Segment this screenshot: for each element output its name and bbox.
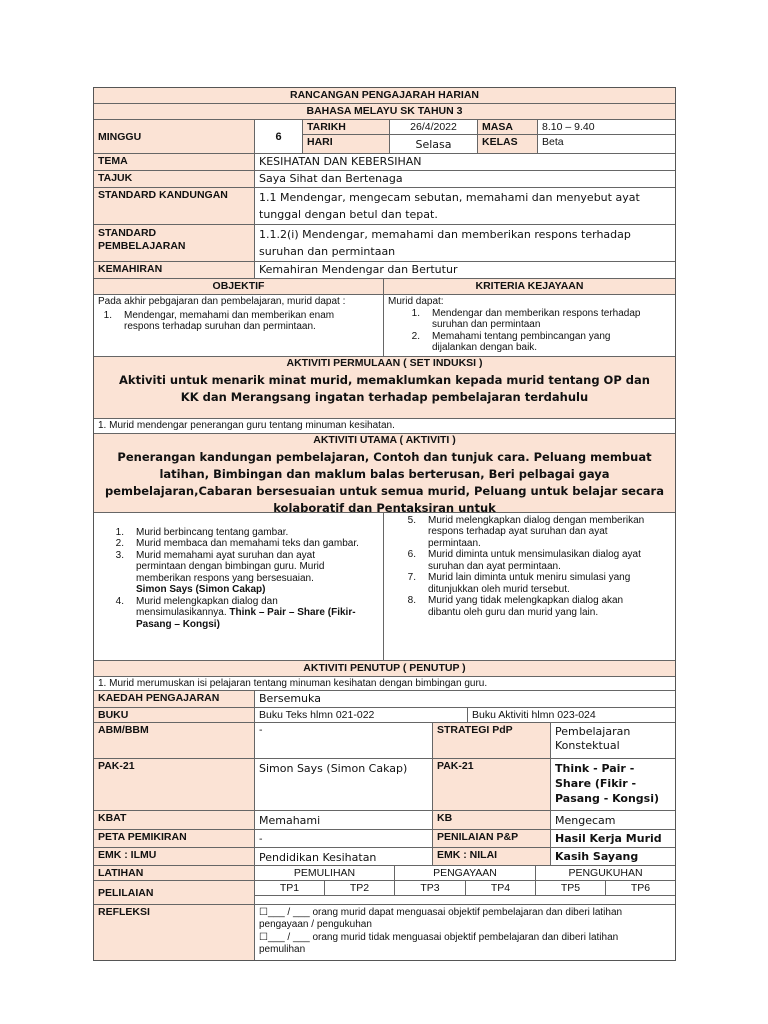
- kaedah-value: Bersemuka: [259, 692, 321, 705]
- penilaian-value: Hasil Kerja Murid: [555, 832, 662, 845]
- objektif-header-row: [94, 279, 675, 295]
- list-item: [98, 596, 379, 631]
- pak21-value: Simon Says (Simon Cakap): [255, 759, 433, 810]
- kaedah-label: KAEDAH PENGAJARAN: [94, 691, 255, 707]
- item-number: 5.: [407, 514, 416, 526]
- tp-cell: TP3: [395, 881, 466, 896]
- kbat-row: [94, 811, 675, 830]
- list-item: [388, 308, 671, 331]
- kelas-label: KELAS: [478, 135, 538, 153]
- item-number: 7.: [407, 572, 416, 583]
- latihan-row: [94, 866, 675, 881]
- utama-right-list: [384, 513, 675, 660]
- list-item: [98, 550, 379, 596]
- emk-nilai-label: EMK : NILAI: [433, 848, 551, 865]
- permulaan-desc: Aktiviti untuk menarik minat murid, memaklumkan kepada murid tentang OP dan KK dan Merangsang ingatan terhadap pembelajaran terdahulu: [119, 373, 650, 404]
- penutup-header-row: [94, 661, 675, 677]
- item-text-bold: Simon Says (Simon Cakap): [136, 584, 266, 595]
- permulaan-row: [94, 357, 675, 419]
- item-number: 1.: [411, 307, 420, 319]
- buku-label: BUKU: [94, 708, 255, 722]
- peta-value: -: [255, 830, 433, 847]
- item-text: [136, 596, 379, 631]
- tema-value: KESIHATAN DAN KEBERSIHAN: [259, 155, 422, 168]
- tajuk-row: [94, 171, 675, 188]
- latihan-pengukuhan: PENGUKUHAN: [568, 867, 643, 879]
- standard-pembelajaran-value: 1.1.2(i) Mendengar, memahami dan memberikan respons terhadap suruhan dan permintaan: [259, 228, 631, 258]
- latihan-label: LATIHAN: [94, 866, 255, 880]
- pelilaian-row: [94, 881, 675, 905]
- refleksi-line-2: ☐___ / ___ orang murid tidak menguasai objektif pembelajaran dan diberi latihan pemulihan: [259, 932, 619, 955]
- masa-label: MASA: [478, 120, 538, 134]
- hari-label: HARI: [303, 135, 390, 153]
- lesson-plan-table: [93, 87, 676, 961]
- kelas-value: Beta: [542, 136, 564, 148]
- standard-kandungan-row: [94, 188, 675, 225]
- info-grid: [303, 120, 675, 153]
- buku-teks: Buku Teks hlmn 021-022: [255, 708, 468, 722]
- item-number: 2.: [115, 538, 124, 549]
- kbat-label: KBAT: [94, 811, 255, 829]
- emk-label: EMK : ILMU: [94, 848, 255, 865]
- tp-cell: TP5: [536, 881, 606, 896]
- tarikh-value: 26/4/2022: [390, 120, 478, 134]
- item-number: 4.: [115, 595, 124, 607]
- masa-value: 8.10 – 9.40: [542, 121, 595, 133]
- utama-content-row: [94, 513, 675, 661]
- hari-value: Selasa: [390, 135, 478, 153]
- refleksi-line-1: ☐___ / ___ orang murid dapat menguasai objektif pembelajaran dan diberi latihan pengayaan / pengukuhan: [259, 907, 623, 930]
- item-text: Mendengar dan memberikan respons terhadap suruhan dan permintaan: [432, 307, 641, 330]
- utama-left-list: [94, 513, 384, 660]
- emk-nilai-value: Kasih Sayang: [555, 850, 639, 863]
- permulaan-label: AKTIVITI PERMULAAN ( SET INDUKSI ): [94, 357, 675, 370]
- item-number: 1.: [103, 309, 112, 321]
- kriteria-intro: Murid dapat:: [388, 296, 444, 307]
- standard-kandungan-value: 1.1 Mendengar, mengecam sebutan, memahami dan menyebut ayat tunggal dengan betul dan tepat.: [259, 191, 640, 221]
- standard-pembelajaran-label: [94, 225, 255, 261]
- item-number: 3.: [115, 549, 124, 561]
- utama-desc: Penerangan kandungan pembelajaran, Contoh dan tunjuk cara. Peluang membuat latihan, Bimbingan dan maklum balas berterusan, Beri pelbagai gaya pembelajaran,Cabaran bersesuaian untuk semua murid, Peluang untuk belajar secara kolaboratif dan Pentaksiran untuk: [105, 449, 664, 515]
- item-text: Murid yang tidak melengkapkan dialog akan dibantu oleh guru dan murid yang lain.: [428, 595, 624, 618]
- item-text: Murid diminta untuk mensimulasikan dialog ayat suruhan dan ayat permintaan.: [428, 549, 641, 572]
- utama-label: AKTIVITI UTAMA ( AKTIVITI ): [94, 434, 675, 447]
- emk-row: [94, 848, 675, 866]
- permulaan-item-row: [94, 419, 675, 434]
- list-item: [388, 595, 671, 618]
- item-text-plain: Murid melengkapkan dialog dan mensimulasikannya.: [136, 595, 278, 618]
- subtitle-row: [94, 104, 675, 120]
- info-row: [94, 120, 675, 154]
- tajuk-label: TAJUK: [94, 171, 255, 187]
- kb-label: KB: [433, 811, 551, 829]
- item-text: Murid melengkapkan dialog dengan memberikan respons terhadap ayat suruhan dan ayat permintaan.: [428, 514, 645, 549]
- peta-row: [94, 830, 675, 848]
- kemahiran-row: [94, 262, 675, 279]
- standard-kandungan-label: STANDARD KANDUNGAN: [94, 188, 255, 224]
- emk-value: Pendidikan Kesihatan: [255, 848, 433, 865]
- permulaan-item: 1. Murid mendengar penerangan guru tentang minuman kesihatan.: [98, 420, 395, 431]
- tp-cell: TP2: [325, 881, 395, 896]
- list-item: [98, 308, 379, 333]
- abm-row: [94, 723, 675, 759]
- list-item: [388, 515, 671, 550]
- tp-cell: TP6: [606, 881, 675, 896]
- objektif-label: OBJEKTIF: [94, 279, 384, 294]
- tp-cell: TP1: [255, 881, 325, 896]
- kriteria-content: [384, 295, 675, 356]
- tema-label: TEMA: [94, 154, 255, 170]
- minggu-value: 6: [255, 120, 303, 153]
- item-text: Murid membaca dan memahami teks dan gambar.: [136, 538, 359, 549]
- list-item: [98, 527, 379, 539]
- pak21-label: PAK-21: [94, 759, 255, 810]
- kemahiran-value: Kemahiran Mendengar dan Bertutur: [259, 263, 458, 276]
- list-item: [98, 538, 379, 550]
- objektif-content: [94, 295, 384, 356]
- penutup-item: 1. Murid merumuskan isi pelajaran tentang minuman kesihatan dengan bimbingan guru.: [98, 677, 488, 689]
- kb-value: Mengecam: [555, 814, 616, 827]
- tajuk-value: Saya Sihat dan Bertenaga: [259, 172, 403, 185]
- objektif-content-row: [94, 295, 675, 357]
- latihan-pemulihan: PEMULIHAN: [255, 866, 395, 880]
- kbat-value: Memahami: [255, 811, 433, 829]
- item-number: 8.: [407, 595, 416, 606]
- item-text-bold: Think – Pair – Share (Fikir-Pasang – Kongsi): [136, 607, 356, 630]
- tarikh-label: TARIKH: [303, 120, 390, 134]
- abm-value: -: [255, 723, 433, 758]
- abm-label: ABM/BBM: [94, 723, 255, 758]
- pelilaian-label: PELILAIAN: [94, 881, 255, 904]
- tp-cell: TP4: [466, 881, 536, 896]
- tp-grid: [255, 881, 675, 904]
- strategi-label: STRATEGI PdP: [433, 723, 551, 758]
- refleksi-content: [255, 905, 675, 960]
- item-text: Mendengar, memahami dan memberikan enam respons terhadap suruhan dan permintaan.: [124, 309, 335, 332]
- list-item: [388, 331, 671, 354]
- standard-pembelajaran-label-1: STANDARD: [98, 227, 157, 239]
- standard-pembelajaran-row: [94, 225, 675, 262]
- penilaian-label: PENILAIAN P&P: [433, 830, 551, 847]
- item-number: 2.: [411, 330, 420, 342]
- tema-row: [94, 154, 675, 171]
- kaedah-row: [94, 691, 675, 708]
- item-number: 6.: [407, 549, 416, 560]
- plan-title: RANCANGAN PENGAJARAH HARIAN: [94, 88, 675, 103]
- item-text: Murid lain diminta untuk meniru simulasi yang ditunjukkan oleh murid tersebut.: [428, 572, 631, 595]
- item-text: Murid berbincang tentang gambar.: [136, 526, 289, 538]
- kemahiran-label: KEMAHIRAN: [94, 262, 255, 278]
- minggu-label: MINGGU: [94, 120, 255, 153]
- strategi-value: Pembelajaran Konstektual: [555, 725, 631, 752]
- list-item: [388, 549, 671, 572]
- utama-row: [94, 434, 675, 513]
- list-item: [388, 572, 671, 595]
- latihan-pengayaan: PENGAYAAN: [395, 866, 536, 880]
- pak21-label-2: PAK-21: [433, 759, 551, 810]
- kriteria-label: KRITERIA KEJAYAAN: [384, 279, 675, 294]
- item-text: [136, 550, 379, 596]
- objektif-intro: Pada akhir pebgajaran dan pembelajaran, murid dapat :: [98, 296, 346, 307]
- penutup-label: AKTIVITI PENUTUP ( PENUTUP ): [94, 661, 675, 676]
- peta-label: PETA PEMIKIRAN: [94, 830, 255, 847]
- item-number: 1.: [115, 526, 124, 538]
- pak21-row: [94, 759, 675, 811]
- refleksi-row: [94, 905, 675, 960]
- title-row: [94, 88, 675, 104]
- buku-aktiviti: Buku Aktiviti hlmn 023-024: [472, 709, 596, 721]
- item-text: Memahami tentang pembincangan yang dijalankan dengan baik.: [432, 330, 611, 353]
- standard-pembelajaran-label-2: PEMBELAJARAN: [98, 240, 186, 252]
- pak21-value-2: Think - Pair - Share (Fikir - Pasang - Kongsi): [555, 762, 660, 805]
- item-text-plain: Murid memahami ayat suruhan dan ayat permintaan dengan bimbingan guru. Murid memberikan respons yang bersesuaian.: [136, 549, 325, 584]
- penutup-item-row: [94, 677, 675, 692]
- buku-row: [94, 708, 675, 723]
- refleksi-label: REFLEKSI: [94, 905, 255, 960]
- plan-subtitle: BAHASA MELAYU SK TAHUN 3: [94, 104, 675, 119]
